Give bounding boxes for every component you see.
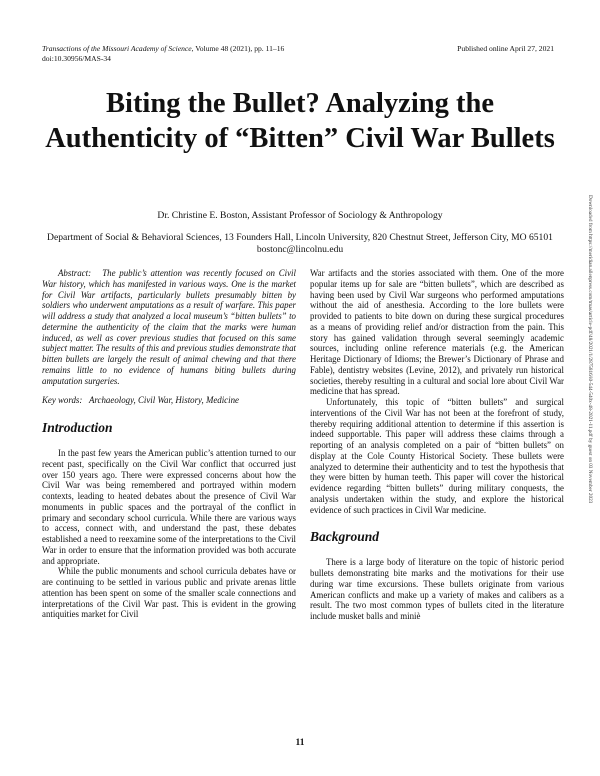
doi: doi:10.30956/MAS-34: [42, 54, 111, 63]
abstract: [42, 268, 296, 386]
publication-date: Published online April 27, 2021: [457, 44, 554, 53]
page-number: 11: [295, 738, 305, 748]
keywords-text: Archaeology, Civil War, History, Medicine: [89, 395, 239, 406]
journal-citation: [42, 44, 284, 54]
volume-pages: Volume 48 (2021), pp. 11–16: [193, 44, 285, 53]
intro-paragraph-1: In the past few years the American public’s attention turned to our recent past, specifically on the Civil War conflict that occurred just over 150 years ago. There were expressed concerns about how the Civil War was being remembered and portrayed within modern contexts, leading to heated debates about the presence of Civil War monuments in public spaces and the portrayal of the conflict in primary and secondary school curricula. While there are various ways to access, connect with, and understand the past, these debates established a need to reexamine some of the interpretations to the Civil War in order to ensure that the information provided was both accurate and appropriate.: [42, 448, 296, 566]
paper-title: Biting the Bullet? Analyzing the Authenticity of “Bitten” Civil War Bullets: [45, 88, 555, 154]
intro-paragraph-3: War artifacts and the stories associated with them. One of the more popular items up for sale are “bitten bullets”, which are described as having been used by Civil War surgeons who performed amputations without the aid of anesthesia. According to the lore bullets were provided to patients to bite down on during these surgical procedures as a means of providing relief and/or distraction from the pain. This story has gained validation through several seemingly academic sources, including online reference materials (e.g. the American Heritage Dictionary of Idioms; the Brewer’s Dictionary of Phrase and Fable), dentistry websites (Levine, 2012), and privately run historical societies, thereby resulting in a cultural and social lore about Civil War medicine that has spread.: [310, 268, 564, 397]
author-email: bostonc@lincolnu.edu: [256, 244, 344, 255]
running-header: [42, 44, 284, 64]
abstract-label: Abstract:: [58, 268, 92, 278]
affiliation-block: [40, 232, 560, 256]
author-line: Dr. Christine E. Boston, Assistant Professor of Sociology & Anthropology: [157, 210, 443, 221]
intro-paragraph-4: Unfortunately, this topic of “bitten bullets” and surgical interventions of the Civil War has not been at the forefront of study, thereby requiring additional attention to determine if this assertion is indeed supportable. This paper will address these claims through a reporting of an analysis completed on a pair of “bitten bullets” on display at the Cole County Historical Society. These bullets were analyzed to determine their authenticity and to test the hypothesis that they were bitten by human teeth. This paper will cover the historical evidence regarding “bitten bullets” during military conquests, the analysis undertaken within the study, and explore the historical evidence of such practices in Civil War medicine.: [310, 397, 564, 515]
introduction-heading: Introduction: [42, 420, 113, 435]
keywords: [42, 395, 296, 406]
intro-paragraph-2: While the public monuments and school curricula debates have or are continuing to be settled in various public and private arenas little attention has been spent on some of the smaller scale connections and interpretations of the Civil War past. This is evident in the growing antiquities market for Civil: [42, 566, 296, 620]
background-paragraph-1: There is a large body of literature on the topic of historic period bullets demonstrating bite marks and the motivations for their use during war time excursions. These bullets originate from various American conflicts and make up a variety of makes and calibers as a result. The two most common types of bullets cited in the literature include musket balls and miniè: [310, 557, 564, 621]
background-heading: Background: [310, 529, 380, 545]
left-column: [42, 268, 296, 620]
abstract-text: The public’s attention was recently focused on Civil War history, which has manifested in various ways. One is the market for Civil War artifacts, particularly bullets presumably bitten by soldiers who underwent amputations as a result of warfare. This paper will address a study that analyzed a local museum’s “bitten bullets” to determine the authenticity of the claim that the marks were human induced, as well as cover previous studies that focused on this same subject matter. The results of this and previous studies demonstrate that bitten bullets are largely the result of animal chewing and that there remains little to no evidence of humans biting bullets during amputation surgeries.: [42, 268, 296, 386]
journal-name: Transactions of the Missouri Academy of Science,: [42, 44, 194, 53]
right-column: [310, 268, 564, 622]
download-watermark: Downloaded from https://meridian.allenpress.com/tmas/article-pdf/48/2021/1/2875816/i0-544-540x-48-2021-11.pdf by guest on 03 November 2023: [587, 195, 593, 504]
keywords-label: Key words:: [42, 395, 83, 406]
affiliation: Department of Social & Behavioral Sciences, 13 Founders Hall, Lincoln University, 820 Chestnut Street, Jefferson City, MO 65101: [47, 232, 553, 243]
